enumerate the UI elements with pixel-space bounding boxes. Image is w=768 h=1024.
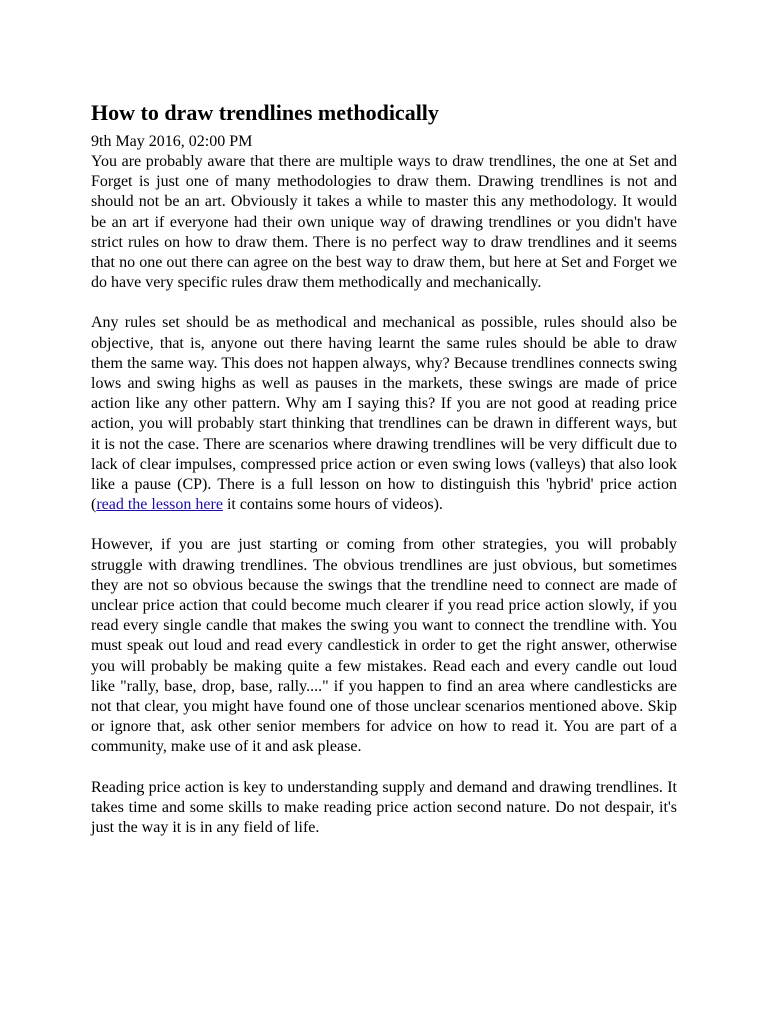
paragraph-rules-text: Any rules set should be as methodical and mechanical as possible, rules should also be objective, that is, anyone out there having learnt the same rules should be able to draw them the same way. This does not happen always, why? Because trendlines connects swing lows and swing highs as well as pauses in the markets, these swings are made of price action like any other pattern. Why am I saying this? If you are not good at reading price action, you will probably start thinking that trendlines can be drawn in different ways, but it is not the case. There are scenarios where drawing trendlines will be very difficult due to lack of clear impulses, compressed price action or even swing lows (valleys) that also look like a pause (CP). There is a full lesson on how to distinguish this 'hybrid' price action ( (91, 314, 677, 514)
paragraph-conclusion: Reading price action is key to understanding supply and demand and drawing trendlines. It takes time and some skills to make reading price action second nature. Do not despair, it's just the way it is in any field of life. (91, 778, 677, 837)
paragraph-beginners: However, if you are just starting or coming from other strategies, you will probably struggle with drawing trendlines. The obvious trendlines are just obvious, but sometimes they are not so obvious because the swings that the trendline need to connect are made of unclear price action that could become much clearer if you read price action slowly, if you read every single candle that makes the swing you want to connect the trendline with. You must speak out loud and read every candlestick in order to get the right answer, otherwise you will probably be making quite a few mistakes. Read each and every candle out loud like "rally, base, drop, base, rally...." if you happen to find an area where candlesticks are not that clear, you might have found one of those unclear scenarios mentioned above. Skip or ignore that, ask other senior members for advice on how to read it. You are part of a community, make use of it and ask please. (91, 536, 677, 756)
paragraph-intro: You are probably aware that there are multiple ways to draw trendlines, the one at Set and Forget is just one of many methodologies to draw them. Drawing trendlines is not and should not be an art. Obviously it takes a while to master this any methodology. It would be an art if everyone had their own unique way of drawing trendlines or you didn't have strict rules on how to draw them. There is no perfect way to draw trendlines and it seems that no one out there can agree on the best way to draw them, but here at Set and Forget we do have very specific rules draw them methodically and mechanically. (91, 153, 677, 292)
paragraph-rules-tail: it contains some hours of videos). (222, 496, 443, 514)
article (91, 98, 677, 858)
article-date: 9th May 2016, 02:00 PM (91, 133, 253, 150)
paragraph-rules (91, 313, 677, 515)
read-lesson-link[interactable]: read the lesson here (96, 496, 223, 514)
article-title: How to draw trendlines methodically (91, 100, 439, 125)
